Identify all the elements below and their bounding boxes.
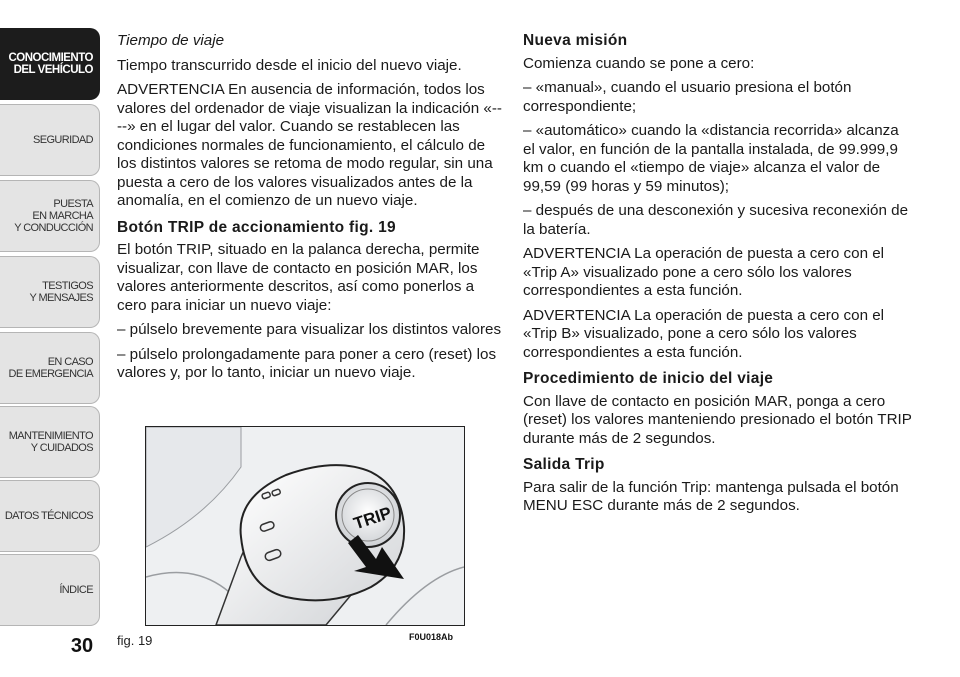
right-column xyxy=(523,28,913,522)
warning-trip-a: ADVERTENCIA La operación de puesta a cero con el «Trip A» visualizado pone a cero sólo los valores correspondientes a esta función. xyxy=(523,245,885,299)
exit-trip-heading: Salida Trip xyxy=(523,456,605,473)
trip-time-description: Tiempo transcurrido desde el inicio del nuevo viaje. xyxy=(117,56,462,74)
warning-no-info: ADVERTENCIA En ausencia de información, todos los valores del ordenador de viaje visualizan la indicación «----» en el lugar del valor. Cuando se restablecen las condiciones normales de funcionamiento, el cálculo de los distintos valores se retoma de modo regular, sin una puesta a cero de los valores visualizados antes de la anomalía, en el comienzo de un nuevo viaje. xyxy=(117,81,502,209)
tab-testigos-y-mensajes[interactable]: TESTIGOS Y MENSAJES xyxy=(0,256,100,328)
tab-puesta-en-marcha[interactable]: PUESTA EN MARCHA Y CONDUCCIÓN xyxy=(0,180,100,252)
figure-code: F0U018Ab xyxy=(409,632,454,642)
bullet-long-press: – púlselo prolongadamente para poner a cero (reset) los valores y, por lo tanto, iniciar un nuevo viaje. xyxy=(117,345,497,381)
trip-button-label: TRIP xyxy=(351,503,394,534)
new-mission-heading: Nueva misión xyxy=(523,32,628,49)
trip-button-description: El botón TRIP, situado en la palanca derecha, permite visualizar, con llave de contacto en posición MAR, los valores anteriormente descritos, así como ponerlos a cero para iniciar un nuevo viaje: xyxy=(117,241,480,314)
figure-caption: fig. 19 xyxy=(117,633,153,648)
procedure-heading: Procedimiento de inicio del viaje xyxy=(523,370,774,387)
left-column xyxy=(117,28,505,389)
tab-mantenimiento-y-cuidados[interactable]: MANTENIMIENTO Y CUIDADOS xyxy=(0,406,100,478)
trip-button-heading: Botón TRIP de accionamiento fig. 19 xyxy=(117,218,396,236)
trip-lever-illustration xyxy=(146,427,464,625)
tab-en-caso-de-emergencia[interactable]: EN CASO DE EMERGENCIA xyxy=(0,332,100,404)
new-mission-intro: Comienza cuando se pone a cero: xyxy=(523,54,755,72)
exit-trip-description: Para salir de la función Trip: mantenga pulsada el botón MENU ESC durante más de 2 segundos. xyxy=(523,478,899,514)
figure-trip-lever xyxy=(145,426,465,626)
trip-time-title: Tiempo de viaje xyxy=(117,32,225,49)
page-number: 30 xyxy=(70,635,94,657)
procedure-description: Con llave de contacto en posición MAR, ponga a cero (reset) los valores manteniendo presionado el botón TRIP durante más de 2 segundos. xyxy=(523,392,912,447)
item-manual: – «manual», cuando el usuario presiona el botón correspondiente; xyxy=(523,79,852,115)
item-battery: – después de una desconexión y sucesiva reconexión de la batería. xyxy=(523,202,909,238)
item-automatic: – «automático» cuando la «distancia recorrida» alcanza el valor, en función de la pantalla instalada, de 99.999,9 km o cuando el «tiempo de viaje» alcanza el valor de 99,59 (99 horas y 59 minutos); xyxy=(523,122,899,195)
bullet-short-press: – púlselo brevemente para visualizar los distintos valores xyxy=(117,321,502,338)
tab-datos-tecnicos[interactable]: DATOS TÉCNICOS xyxy=(0,480,100,552)
warning-trip-b: ADVERTENCIA La operación de puesta a cero con el «Trip B» visualizado, pone a cero sólo los valores correspondientes a esta función. xyxy=(523,306,885,361)
tab-seguridad[interactable]: SEGURIDAD xyxy=(0,104,100,176)
tab-conocimiento-del-vehiculo[interactable]: CONOCIMIENTO DEL VEHÍCULO xyxy=(0,28,100,100)
tab-indice[interactable]: ÍNDICE xyxy=(0,554,100,626)
